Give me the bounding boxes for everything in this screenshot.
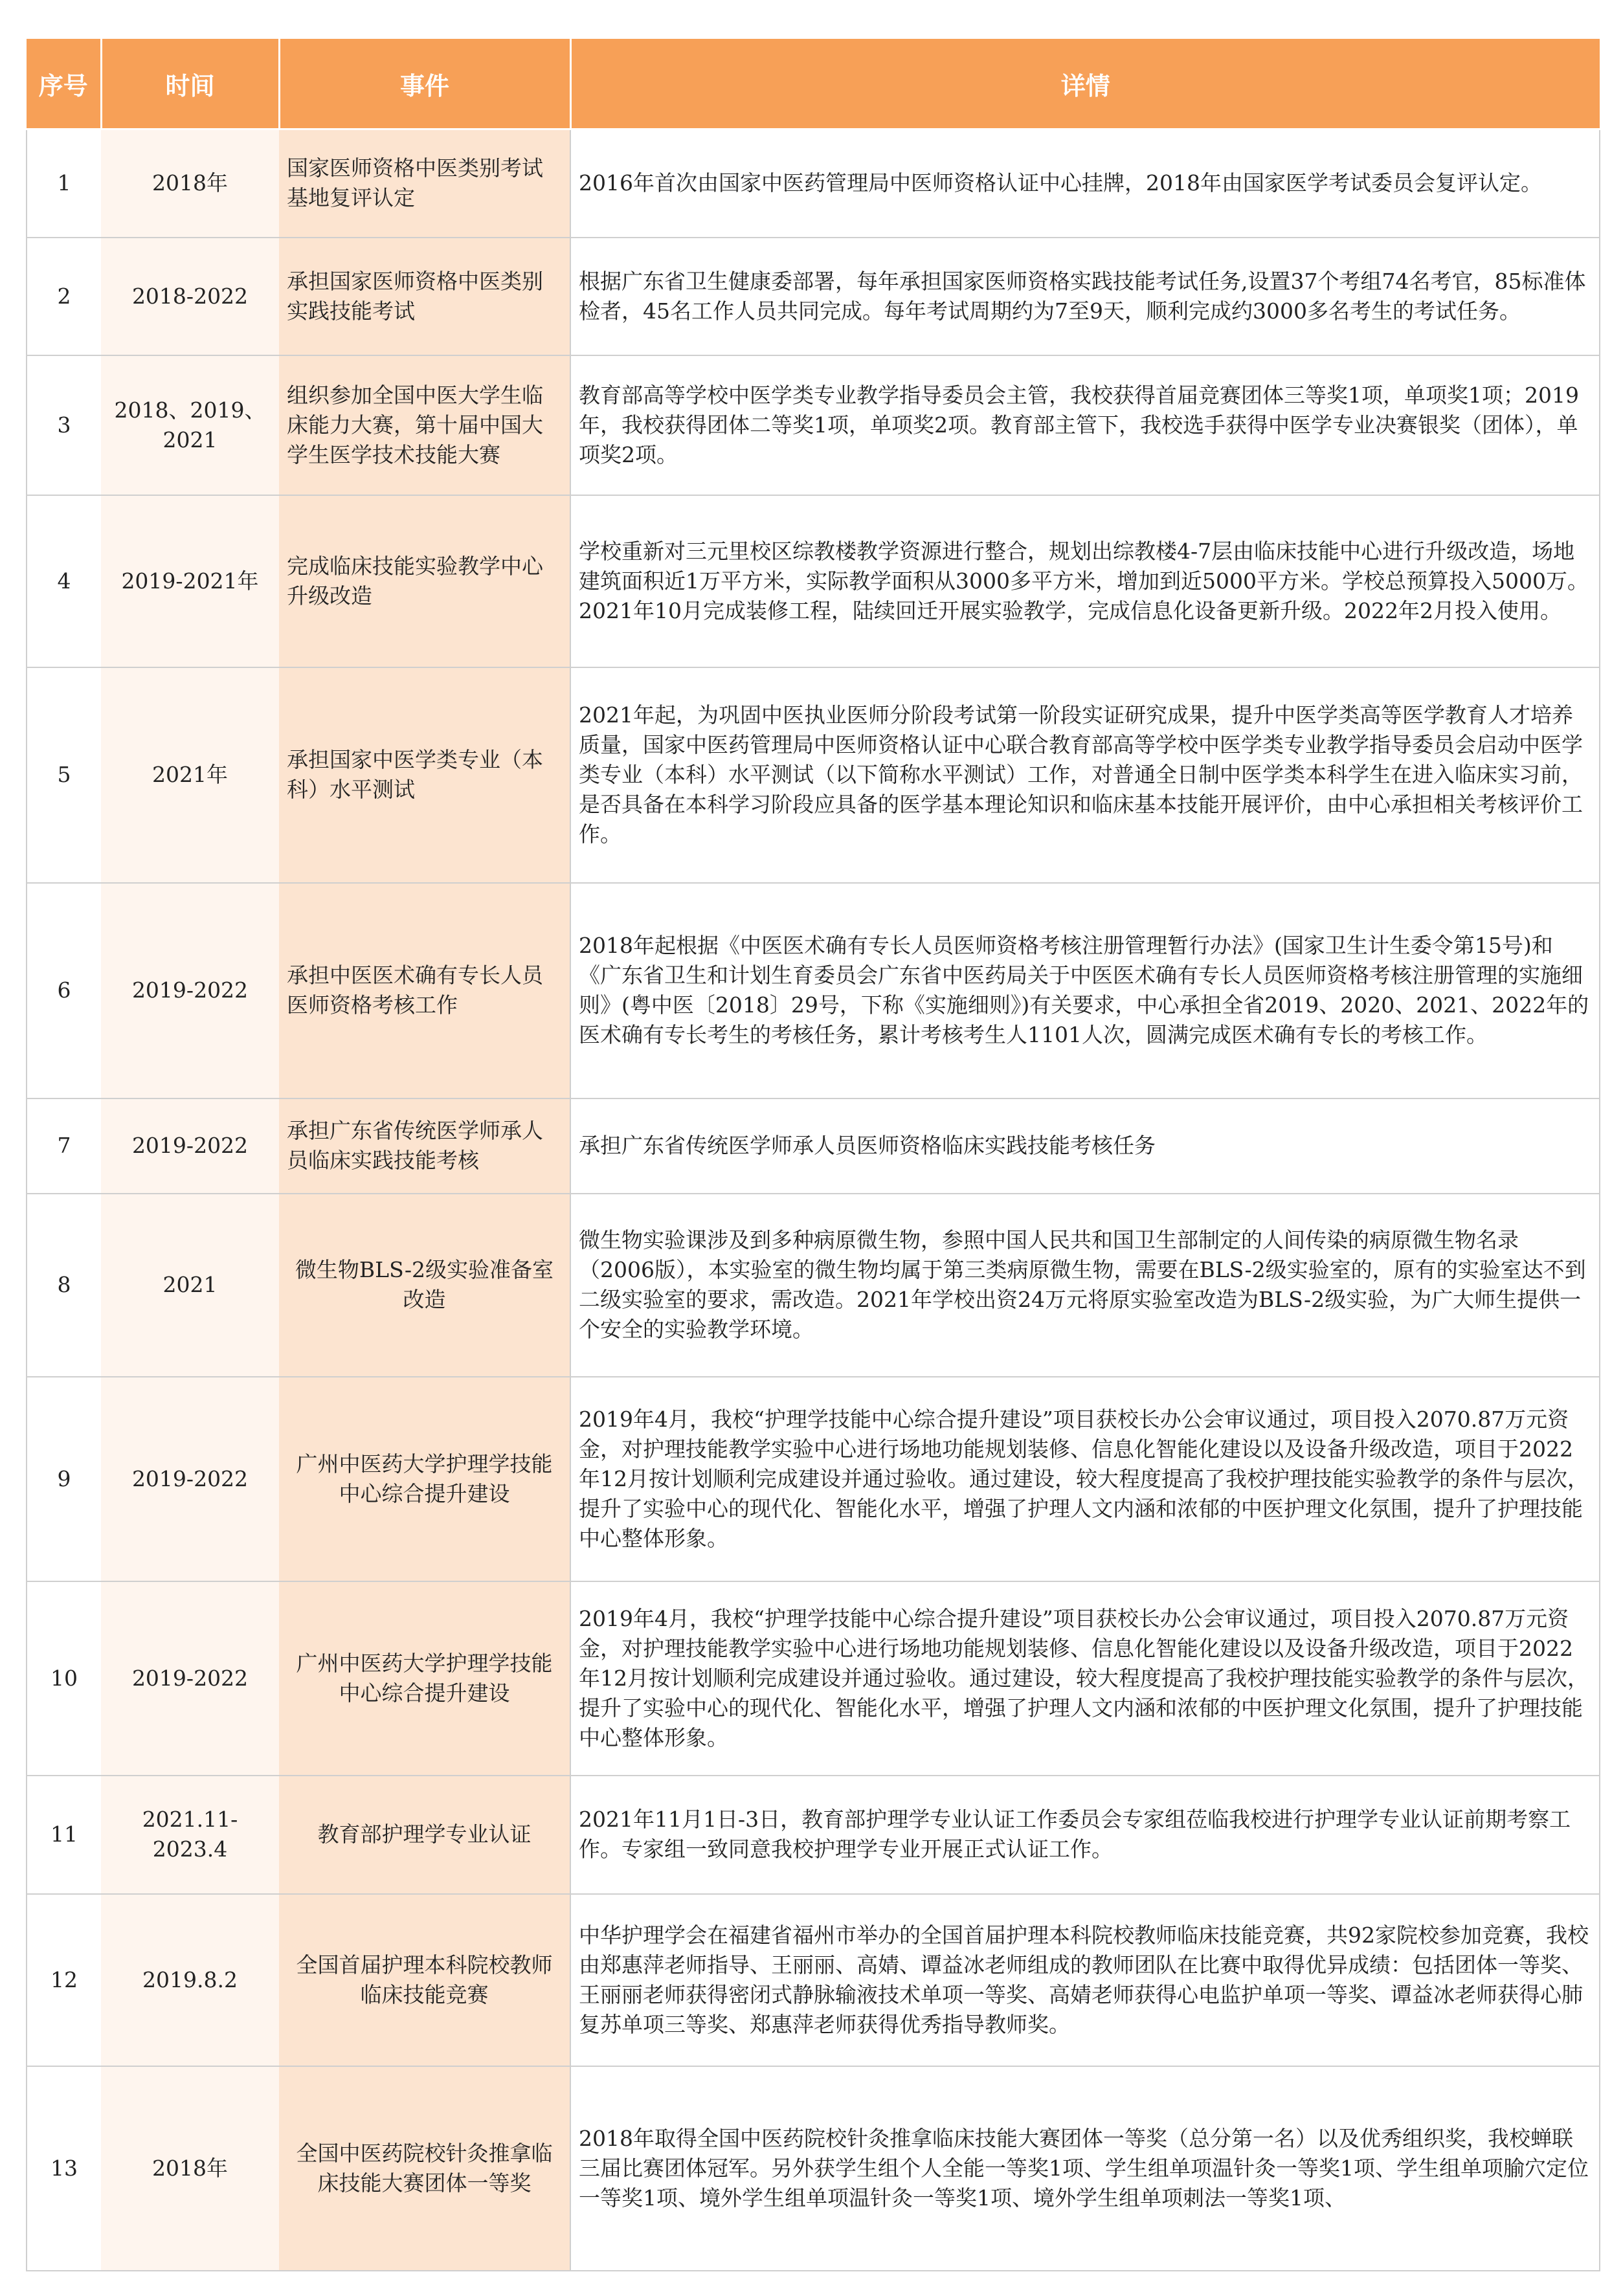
row-event: 微生物BLS-2级实验准备室改造 <box>279 1194 570 1377</box>
row-detail: 2019年4月，我校“护理学技能中心综合提升建设”项目获校长办公会审议通过，项目投入2070.87万元资金，对护理技能教学实验中心进行场地功能规划装修、信息化智能化建设以及设备升级改造，项目于2022年12月按计划顺利完成建设并通过验收。通过建设，较大程度提高了我校护理技能实验教学的条件与层次，提升了实验中心的现代化、智能化水平，增强了护理人文内涵和浓郁的中医护理文化氛围，提升了护理技能中心整体形象。 <box>570 1581 1600 1776</box>
row-time: 2021年 <box>101 667 279 883</box>
row-detail: 2016年首次由国家中医药管理局中医师资格认证中心挂牌，2018年由国家医学考试委员会复评认定。 <box>570 129 1600 238</box>
header-no: 序号 <box>27 39 101 129</box>
row-detail: 教育部高等学校中医学类专业教学指导委员会主管，我校获得首届竞赛团体三等奖1项，单项奖1项；2019年，我校获得团体二等奖1项，单项奖2项。教育部主管下，我校选手获得中医学专业决赛银奖（团体），单项奖2项。 <box>570 355 1600 495</box>
row-event: 广州中医药大学护理学技能中心综合提升建设 <box>279 1377 570 1581</box>
row-time: 2019-2022 <box>101 1581 279 1776</box>
row-detail: 根据广东省卫生健康委部署，每年承担国家医师资格实践技能考试任务,设置37个考组74名考官，85标准体检者，45名工作人员共同完成。每年考试周期约为7至9天，顺利完成约3000多名考生的考试任务。 <box>570 238 1600 355</box>
row-no: 3 <box>27 355 101 495</box>
header-event: 事件 <box>279 39 570 129</box>
row-time: 2019-2021年 <box>101 495 279 667</box>
row-detail: 2018年起根据《中医医术确有专长人员医师资格考核注册管理暂行办法》(国家卫生计生委令第15号)和《广东省卫生和计划生育委员会广东省中医药局关于中医医术确有专长人员医师资格考核注册管理的实施细则》(粤中医〔2018〕29号，下称《实施细则》)有关要求，中心承担全省2019、2020、2021、2022年的医术确有专长考生的考核任务，累计考核考生人1101人次，圆满完成医术确有专长的考核工作。 <box>570 883 1600 1098</box>
row-no: 1 <box>27 129 101 238</box>
row-time: 2018年 <box>101 129 279 238</box>
row-event: 承担广东省传统医学师承人员临床实践技能考核 <box>279 1098 570 1194</box>
row-no: 8 <box>27 1194 101 1377</box>
row-no: 5 <box>27 667 101 883</box>
row-no: 7 <box>27 1098 101 1194</box>
table-header-row <box>27 39 1600 129</box>
table-row <box>27 1776 1600 1894</box>
row-event: 承担中医医术确有专长人员医师资格考核工作 <box>279 883 570 1098</box>
row-time: 2019.8.2 <box>101 1894 279 2066</box>
table-row <box>27 1377 1600 1581</box>
row-time: 2018年 <box>101 2066 279 2271</box>
row-event: 承担国家中医学类专业（本科）水平测试 <box>279 667 570 883</box>
row-detail: 承担广东省传统医学师承人员医师资格临床实践技能考核任务 <box>570 1098 1600 1194</box>
row-no: 11 <box>27 1776 101 1894</box>
row-time: 2019-2022 <box>101 1098 279 1194</box>
row-time: 2019-2022 <box>101 1377 279 1581</box>
row-time: 2018-2022 <box>101 238 279 355</box>
row-event: 全国中医药院校针灸推拿临床技能大赛团体一等奖 <box>279 2066 570 2271</box>
table-row <box>27 1098 1600 1194</box>
table-row <box>27 1581 1600 1776</box>
row-no: 10 <box>27 1581 101 1776</box>
row-detail: 微生物实验课涉及到多种病原微生物，参照中国人民共和国卫生部制定的人间传染的病原微生物名录（2006版），本实验室的微生物均属于第三类病原微生物，需要在BLS-2级实验室的，原有的实验室达不到二级实验室的要求，需改造。2021年学校出资24万元将原实验室改造为BLS-2级实验，为广大师生提供一个安全的实验教学环境。 <box>570 1194 1600 1377</box>
row-time: 2018、2019、2021 <box>101 355 279 495</box>
table-row <box>27 2066 1600 2271</box>
header-time: 时间 <box>101 39 279 129</box>
row-no: 4 <box>27 495 101 667</box>
table-row <box>27 129 1600 238</box>
row-no: 9 <box>27 1377 101 1581</box>
row-detail: 2021年起，为巩固中医执业医师分阶段考试第一阶段实证研究成果，提升中医学类高等医学教育人才培养质量，国家中医药管理局中医师资格认证中心联合教育部高等学校中医学类专业教学指导委员会启动中医学类专业（本科）水平测试（以下简称水平测试）工作，对普通全日制中医学类本科学生在进入临床实习前，是否具备在本科学习阶段应具备的医学基本理论知识和临床基本技能开展评价，由中心承担相关考核评价工作。 <box>570 667 1600 883</box>
header-detail: 详情 <box>570 39 1600 129</box>
row-event: 承担国家医师资格中医类别实践技能考试 <box>279 238 570 355</box>
table-row <box>27 667 1600 883</box>
row-event: 全国首届护理本科院校教师临床技能竞赛 <box>279 1894 570 2066</box>
row-no: 2 <box>27 238 101 355</box>
table-row <box>27 883 1600 1098</box>
table-row <box>27 1194 1600 1377</box>
row-detail: 2018年取得全国中医药院校针灸推拿临床技能大赛团体一等奖（总分第一名）以及优秀组织奖，我校蝉联三届比赛团体冠军。另外获学生组个人全能一等奖1项、学生组单项温针灸一等奖1项、学生组单项腧穴定位一等奖1项、境外学生组单项温针灸一等奖1项、境外学生组单项刺法一等奖1项、 <box>570 2066 1600 2271</box>
row-time: 2019-2022 <box>101 883 279 1098</box>
row-time: 2021.11-2023.4 <box>101 1776 279 1894</box>
row-no: 12 <box>27 1894 101 2066</box>
row-event: 广州中医药大学护理学技能中心综合提升建设 <box>279 1581 570 1776</box>
row-time: 2021 <box>101 1194 279 1377</box>
row-detail: 学校重新对三元里校区综教楼教学资源进行整合，规划出综教楼4-7层由临床技能中心进行升级改造，场地建筑面积近1万平方米，实际教学面积从3000多平方米，增加到近5000平方米。学校总预算投入5000万。2021年10月完成装修工程，陆续回迁开展实验教学，完成信息化设备更新升级。2022年2月投入使用。 <box>570 495 1600 667</box>
row-event: 组织参加全国中医大学生临床能力大赛，第十届中国大学生医学技术技能大赛 <box>279 355 570 495</box>
table-row <box>27 355 1600 495</box>
row-event: 国家医师资格中医类别考试基地复评认定 <box>279 129 570 238</box>
record-table-container <box>26 39 1599 2271</box>
row-no: 13 <box>27 2066 101 2271</box>
row-detail: 2021年11月1日-3日，教育部护理学专业认证工作委员会专家组莅临我校进行护理学专业认证前期考察工作。专家组一致同意我校护理学专业开展正式认证工作。 <box>570 1776 1600 1894</box>
row-event: 教育部护理学专业认证 <box>279 1776 570 1894</box>
row-no: 6 <box>27 883 101 1098</box>
row-detail: 2019年4月，我校“护理学技能中心综合提升建设”项目获校长办公会审议通过，项目投入2070.87万元资金，对护理技能教学实验中心进行场地功能规划装修、信息化智能化建设以及设备升级改造，项目于2022年12月按计划顺利完成建设并通过验收。通过建设，较大程度提高了我校护理技能实验教学的条件与层次，提升了实验中心的现代化、智能化水平，增强了护理人文内涵和浓郁的中医护理文化氛围，提升了护理技能中心整体形象。 <box>570 1377 1600 1581</box>
row-event: 完成临床技能实验教学中心升级改造 <box>279 495 570 667</box>
table-row <box>27 495 1600 667</box>
table-row <box>27 1894 1600 2066</box>
table-row <box>27 238 1600 355</box>
row-detail: 中华护理学会在福建省福州市举办的全国首届护理本科院校教师临床技能竞赛，共92家院校参加竞赛，我校由郑惠萍老师指导、王丽丽、高婧、谭益冰老师组成的教师团队在比赛中取得优异成绩：包括团体一等奖、王丽丽老师获得密闭式静脉输液技术单项一等奖、高婧老师获得心电监护单项一等奖、谭益冰老师获得心肺复苏单项三等奖、郑惠萍老师获得优秀指导教师奖。 <box>570 1894 1600 2066</box>
record-table <box>26 39 1600 2271</box>
